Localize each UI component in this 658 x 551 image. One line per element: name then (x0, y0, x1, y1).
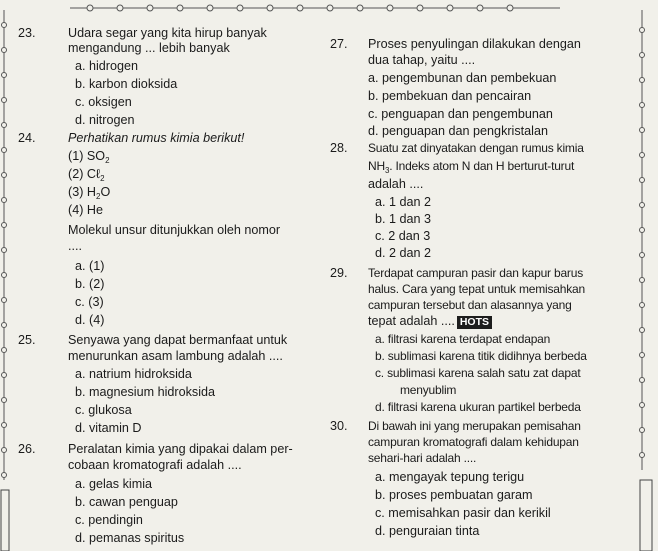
q30-stem-line3: sehari-hari adalah .... (368, 451, 477, 465)
q30-option-a[interactable]: a. mengayak tepung terigu (375, 470, 525, 484)
q28-option-b[interactable]: b. 1 dan 3 (375, 212, 432, 226)
q27-stem-line2: dua tahap, yaitu .... (368, 53, 476, 67)
q28-option-a[interactable]: a. 1 dan 2 (375, 195, 432, 209)
q29-stem-line4-text: tepat adalah .... (368, 314, 455, 328)
q24-formula-2-sub: 2 (100, 174, 105, 183)
q24-formula-2-base: Cℓ (86, 167, 101, 181)
q23-option-b[interactable]: b. karbon dioksida (75, 77, 178, 91)
left-border-decoration (0, 10, 14, 551)
q30-stem-line1: Di bawah ini yang merupakan pemisahan (368, 419, 581, 433)
q28-option-d[interactable]: d. 2 dan 2 (375, 246, 432, 260)
q28-number: 28. (330, 141, 348, 155)
q23-option-d[interactable]: d. nitrogen (75, 113, 135, 127)
q24-option-d[interactable]: d. (4) (75, 313, 105, 327)
q23-option-c[interactable]: c. oksigen (75, 95, 132, 109)
q28-formula-base: NH (368, 159, 385, 173)
q28-formula-sub: 3 (384, 166, 390, 175)
q25-stem-line1: Senyawa yang dapat bermanfaat untuk (68, 333, 288, 347)
q25-number: 25. (18, 333, 36, 347)
q24-formula-2 (68, 167, 105, 182)
q23-option-a[interactable]: a. hidrogen (75, 59, 139, 73)
q23-stem-line1: Udara segar yang kita hirup banyak (68, 26, 267, 40)
q29-number: 29. (330, 266, 348, 280)
q25-stem-line2: menurunkan asam lambung adalah .... (68, 349, 283, 363)
q24-stem2-line2: .... (68, 239, 82, 253)
q30-option-b[interactable]: b. proses pembuatan garam (375, 488, 533, 502)
q25-option-b[interactable]: b. magnesium hidroksida (75, 385, 216, 399)
q24-formula-3-base: H (86, 185, 97, 199)
q24-option-b[interactable]: b. (2) (75, 277, 105, 291)
q26-option-a[interactable]: a. gelas kimia (75, 477, 152, 491)
q29-stem-line4 (368, 314, 492, 329)
q24-stem: Perhatikan rumus kimia berikut! (68, 131, 245, 145)
q26-number: 26. (18, 442, 36, 456)
q27-option-a[interactable]: a. pengembunan dan pembekuan (368, 71, 557, 85)
q29-option-c-continued: menyublim (400, 383, 457, 397)
q26-option-d[interactable]: d. pemanas spiritus (75, 531, 185, 545)
q23-stem-line2: mengandung ... lebih banyak (68, 41, 230, 55)
q27-stem-line1: Proses penyulingan dilakukan dengan (368, 37, 581, 51)
q28-stem-line2-rest: . Indeks atom N dan H berturut-turut (389, 159, 575, 173)
q29-option-b[interactable]: b. sublimasi karena titik didihnya berbeda (375, 349, 587, 363)
q25-option-a[interactable]: a. natrium hidroksida (75, 367, 192, 381)
q28-stem-line1: Suatu zat dinyatakan dengan rumus kimia (368, 141, 584, 155)
q26-option-b[interactable]: b. cawan penguap (75, 495, 178, 509)
q29-stem-line2: halus. Cara yang tepat untuk memisahkan (368, 282, 585, 296)
q26-option-c[interactable]: c. pendingin (75, 513, 143, 527)
right-border-decoration (618, 10, 658, 551)
q24-formula-4-label: (4) (68, 203, 84, 217)
q28-stem-line3: adalah .... (368, 177, 424, 191)
q26-stem-line2: cobaan kromatografi adalah .... (68, 458, 242, 472)
q24-option-a[interactable]: a. (1) (75, 259, 105, 273)
q24-formula-1-base: SO (86, 149, 106, 163)
q24-stem2-line1: Molekul unsur ditunjukkan oleh nomor (68, 223, 281, 237)
q27-option-b[interactable]: b. pembekuan dan pencairan (368, 89, 532, 103)
q24-formula-4 (68, 203, 103, 218)
q24-option-c[interactable]: c. (3) (75, 295, 104, 309)
q23-number: 23. (18, 26, 36, 40)
q27-number: 27. (330, 37, 348, 51)
q24-formula-1 (68, 149, 110, 164)
q29-stem-line1: Terdapat campuran pasir dan kapur barus (368, 266, 583, 280)
q29-option-c[interactable]: c. sublimasi karena salah satu zat dapat (375, 366, 581, 380)
q29-option-a[interactable]: a. filtrasi karena terdapat endapan (375, 332, 551, 346)
q27-option-c[interactable]: c. penguapan dan pengembunan (368, 107, 553, 121)
q30-stem-line2: campuran kromatografi dalam kehidupan (368, 435, 579, 449)
q24-formula-3-label: (3) (68, 185, 84, 199)
q24-formula-4-base: He (86, 203, 104, 217)
q24-formula-2-label: (2) (68, 167, 84, 181)
q25-option-c[interactable]: c. glukosa (75, 403, 132, 417)
q25-option-d[interactable]: d. vitamin D (75, 421, 142, 435)
q29-stem-line3: campuran tersebut dan alasannya yang (368, 298, 572, 312)
q26-stem-line1: Peralatan kimia yang dipakai dalam per- (68, 442, 293, 456)
q24-formula-3 (68, 185, 110, 200)
q30-option-d[interactable]: d. penguraian tinta (375, 524, 480, 538)
q28-stem-line2 (368, 159, 574, 174)
q24-formula-1-sub: 2 (105, 156, 110, 165)
q30-option-c[interactable]: c. memisahkan pasir dan kerikil (375, 506, 551, 520)
q28-option-c[interactable]: c. 2 dan 3 (375, 229, 431, 243)
q29-option-d[interactable]: d. filtrasi karena ukuran partikel berbeda (375, 400, 581, 414)
q24-formula-1-label: (1) (68, 149, 84, 163)
q24-formula-3-sub: 2 (96, 192, 101, 201)
q27-option-d[interactable]: d. penguapan dan pengkristalan (368, 124, 548, 138)
q24-formula-3-tail: O (100, 185, 111, 199)
q30-number: 30. (330, 419, 348, 433)
hots-badge: HOTS (457, 316, 492, 329)
top-border-decoration (0, 0, 658, 20)
q24-number: 24. (18, 131, 36, 145)
